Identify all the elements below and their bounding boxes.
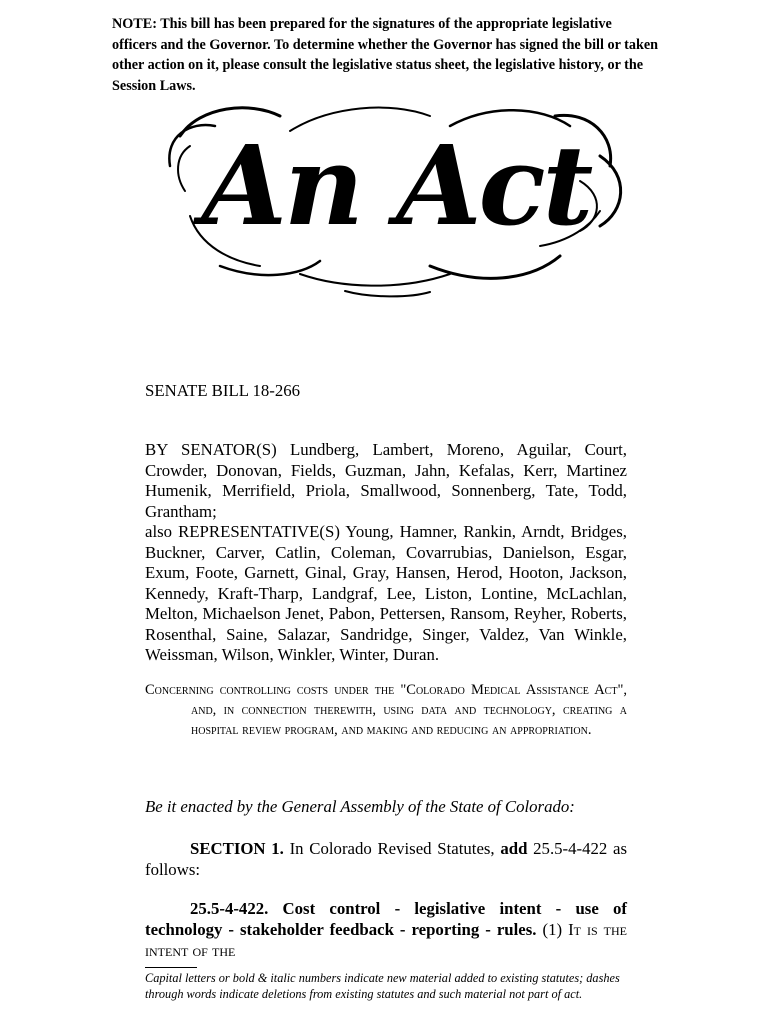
footnote-divider [145,967,197,968]
sponsors-block [145,440,627,666]
statute-subsection: (1) [542,920,563,939]
section-heading: SECTION 1. [190,839,284,858]
bill-number: SENATE BILL 18-266 [145,381,301,400]
statute-new-text: It is the intent of the [145,920,628,960]
an-act-seal [160,96,632,306]
footnote: Capital letters or bold & italic numbers indicate new material added to existing statutes; dashes through words indicate deletions from existing statutes and such material not part of act. [145,971,620,1001]
senate-sponsors: BY SENATOR(S) Lundberg, Lambert, Moreno, Aguilar, Court, Crowder, Donovan, Fields, Guzman, Jahn, Kefalas, Kerr, Martinez Humenik, Merrifield, Priola, Smallwood, Sonnenberg, Tate, Todd, Grantham; [145,440,627,521]
signature-note: NOTE: This bill has been prepared for the signatures of the appropriate legislative officers and the Governor. To determine whether the Governor has signed the bill or taken other action on it, please consult the legislative status sheet, the legislative history, or the Session Laws. [112,16,659,94]
section-text-before: In Colorado Revised Statutes, [289,839,495,858]
statute-25-5-4-422 [145,898,627,961]
section-1 [145,838,627,880]
section-text-after: 25.5-4-422 as follows: [145,839,627,879]
bill-title: Concerning controlling costs under the "Colorado Medical Assistance Act", and, in connection therewith, using data and technology, creating a hospital review program, and making and reducing an appropriation. [145,682,627,738]
section-action: add [500,839,528,858]
enacting-clause: Be it enacted by the General Assembly of the State of Colorado: [145,797,575,816]
house-sponsors: also REPRESENTATIVE(S) Young, Hamner, Rankin, Arndt, Bridges, Buckner, Carver, Catlin, Coleman, Covarrubias, Danielson, Esgar, Exum, Foote, Garnett, Ginal, Gray, Hansen, Herod, Hooton, Jackson, Kennedy, Kraft-Tharp, Landgraf, Lee, Liston, Lontine, McLachlan, Melton, Michaelson Jenet, Pabon, Pettersen, Ransom, Reyher, Roberts, Rosenthal, Saine, Salazar, Sandridge, Singer, Valdez, Van Winkle, Weissman, Wilson, Winkler, Winter, Duran. [145,522,627,664]
an-act-title: An Act [201,121,591,250]
statute-heading: 25.5-4-422. Cost control - legislative intent - use of technology - stakeholder feedback - reporting - rules. [145,899,627,939]
